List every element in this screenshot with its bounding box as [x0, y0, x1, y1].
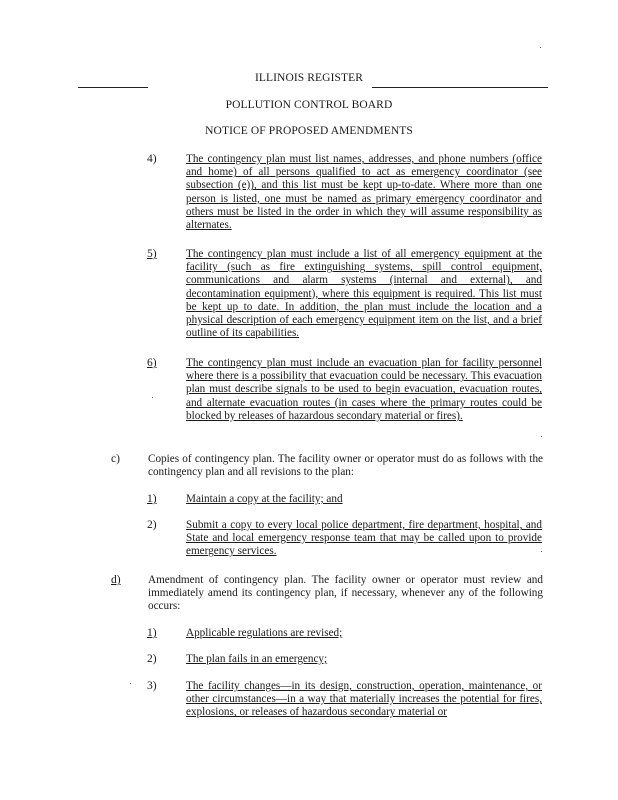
subsection-c-item-2-text: Submit a copy to every local police department, fire department, hospital, and State and local emergency response team that may be called upon to provide emergency services.	[186, 519, 542, 558]
subsection-d-text: Amendment of contingency plan. The facility owner or operator must review and immediately amend its contingency plan, if necessary, whenever any of the following occurs:	[148, 574, 543, 613]
subsection-d-item-1-marker: 1)	[147, 627, 157, 639]
subsection-d-item-2-text: The plan fails in an emergency;	[186, 653, 328, 665]
subsection-d-item-3-marker: 3)	[147, 680, 157, 692]
subsection-d-item-3-text: The facility changes—in its design, construction, operation, maintenance, or other circumstances—in a way that materially increases the potential for fires, explosions, or releases of hazardous secondary material or	[186, 680, 542, 719]
subsection-c-item-1-text: Maintain a copy at the facility; and	[186, 493, 343, 505]
item-6-text: The contingency plan must include an evacuation plan for facility personnel where there is a possibility that evacuation could be necessary. This evacuation plan must describe signals to be used to begin evacuation, evacuation routes, and alternate evacuation routes (in cases where the primary routes could be blocked by releases of hazardous secondary material or fires).	[186, 357, 542, 422]
subsection-c-text: Copies of contingency plan. The facility owner or operator must do as follows with the contingency plan and all revisions to the plan:	[148, 453, 543, 479]
item-4-marker: 4)	[147, 153, 157, 165]
header-rule-left	[78, 87, 148, 88]
scan-speck	[540, 47, 541, 48]
notice-title: NOTICE OF PROPOSED AMENDMENTS	[205, 125, 413, 137]
board-title: POLLUTION CONTROL BOARD	[225, 99, 393, 111]
item-4-text: The contingency plan must list names, addresses, and phone numbers (office and home) of all persons qualified to act as emergency coordinator (see subsection (e)), and this list must be kept up-to-date. Where more than one person is listed, one must be named as primary emergency coordinator and others must be listed in the order in which they will assume responsibility as alternates.	[186, 153, 542, 232]
register-title: ILLINOIS REGISTER	[254, 72, 364, 84]
subsection-d-item-2-marker: 2)	[147, 653, 157, 665]
scan-speck	[152, 397, 153, 398]
subsection-d-marker: d)	[111, 574, 121, 586]
scan-speck	[541, 436, 542, 437]
scan-speck	[130, 683, 131, 684]
item-5-text: The contingency plan must include a list of all emergency equipment at the facility (such as fire extinguishing systems, spill control equipment, communications and alarm systems (internal and external), and decontamination equipment), where this equipment is required. This list must be kept up to date. In addition, the plan must include the location and a physical description of each emergency equipment item on the list, and a brief outline of its capabilities.	[186, 248, 542, 340]
scan-speck	[541, 551, 542, 552]
item-6-marker: 6)	[147, 357, 157, 369]
subsection-c-item-2-marker: 2)	[147, 519, 157, 531]
header-rule-right	[372, 87, 548, 88]
subsection-c-marker: c)	[111, 453, 120, 465]
subsection-d-item-1-text: Applicable regulations are revised;	[186, 627, 343, 639]
subsection-c-item-1-marker: 1)	[147, 493, 157, 505]
item-5-marker: 5)	[147, 248, 157, 260]
